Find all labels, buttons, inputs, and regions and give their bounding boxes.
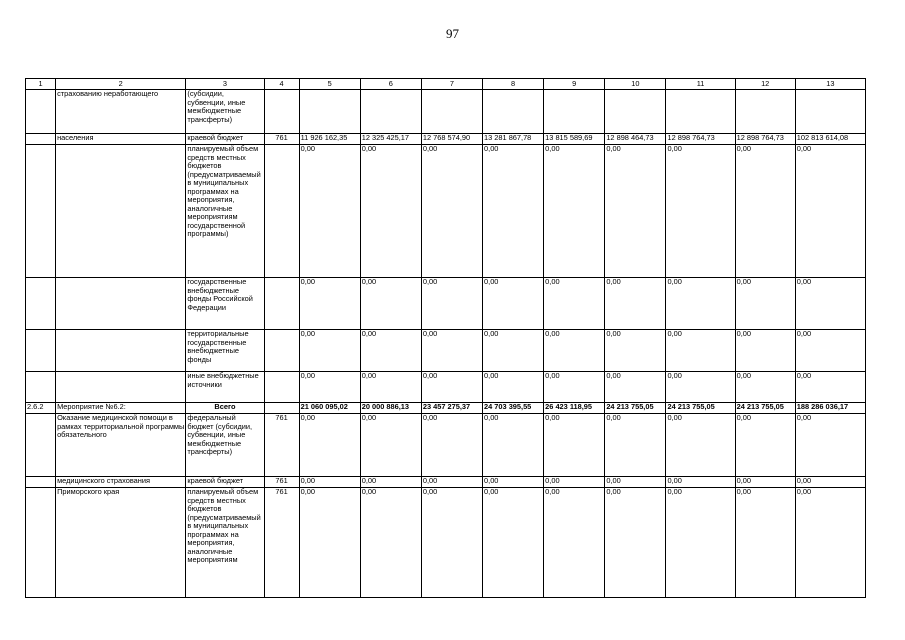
amount-cell: 0,00 [360,145,421,278]
measure-name-cell: Мероприятие №6.2: [56,403,186,414]
amount-cell: 0,00 [299,145,360,278]
funding-source-cell: Всего [186,403,264,414]
amount-cell: 0,00 [421,278,482,330]
amount-cell: 12 898 464,73 [605,134,666,145]
amount-cell: 0,00 [666,278,735,330]
amount-cell: 188 286 036,17 [795,403,865,414]
amount-cell: 0,00 [795,488,865,598]
row-number-cell [26,134,56,145]
amount-cell: 0,00 [666,414,735,477]
amount-cell: 0,00 [299,414,360,477]
measure-name-cell: медицинского страхования [56,477,186,488]
amount-cell: 0,00 [666,488,735,598]
amount-cell: 0,00 [795,145,865,278]
amount-cell: 0,00 [605,477,666,488]
column-header: 7 [421,79,482,90]
amount-cell: 0,00 [544,414,605,477]
amount-cell: 0,00 [544,145,605,278]
measure-name-cell [56,145,186,278]
amount-cell: 0,00 [735,488,795,598]
funding-source-cell: иные внебюджетные источники [186,372,264,403]
amount-cell: 0,00 [299,488,360,598]
amount-cell: 0,00 [360,330,421,372]
amount-cell: 0,00 [605,414,666,477]
amount-cell: 0,00 [735,414,795,477]
amount-cell: 0,00 [735,477,795,488]
funding-source-cell: государственные внебюджетные фонды Российской Федерации [186,278,264,330]
amount-cell: 0,00 [795,477,865,488]
column-header: 6 [360,79,421,90]
row-number-cell [26,414,56,477]
amount-cell: 0,00 [735,145,795,278]
table-body [26,79,866,598]
measure-name-cell: населения [56,134,186,145]
amount-cell: 0,00 [360,372,421,403]
amount-cell: 0,00 [605,330,666,372]
amount-cell [605,90,666,134]
funding-source-cell: (субсидии, субвенции, иные межбюджетные трансферты) [186,90,264,134]
amount-cell: 0,00 [735,278,795,330]
table-row [26,477,866,488]
amount-cell: 13 815 589,69 [544,134,605,145]
amount-cell: 0,00 [795,278,865,330]
amount-cell: 0,00 [544,330,605,372]
row-number-cell [26,278,56,330]
row-number-cell [26,330,56,372]
column-header: 3 [186,79,264,90]
amount-cell: 0,00 [544,278,605,330]
amount-cell: 0,00 [483,372,544,403]
funding-source-cell: краевой бюджет [186,134,264,145]
amount-cell: 0,00 [483,145,544,278]
column-header: 10 [605,79,666,90]
measure-name-cell: Приморского края [56,488,186,598]
funding-source-cell: планируемый объем средств местных бюджетов (предусматриваемый в муниципальных программах на мероприятия, аналогичные мероприятиям [186,488,264,598]
amount-cell: 0,00 [299,278,360,330]
column-header: 2 [56,79,186,90]
amount-cell: 0,00 [795,372,865,403]
amount-cell: 0,00 [605,145,666,278]
amount-cell [299,90,360,134]
amount-cell: 0,00 [735,330,795,372]
amount-cell: 0,00 [483,488,544,598]
amount-cell: 24 213 755,05 [735,403,795,414]
amount-cell [360,90,421,134]
amount-cell: 0,00 [666,372,735,403]
row-number-cell: 2.6.2 [26,403,56,414]
column-header: 4 [264,79,299,90]
code-cell [264,403,299,414]
amount-cell: 24 213 755,05 [605,403,666,414]
amount-cell: 12 768 574,90 [421,134,482,145]
code-cell: 761 [264,477,299,488]
table-row [26,403,866,414]
code-cell [264,145,299,278]
amount-cell [735,90,795,134]
amount-cell: 0,00 [421,414,482,477]
amount-cell: 0,00 [735,372,795,403]
column-header: 11 [666,79,735,90]
code-cell [264,278,299,330]
amount-cell: 24 703 395,55 [483,403,544,414]
amount-cell: 0,00 [795,414,865,477]
measure-name-cell: страхованию неработающего [56,90,186,134]
table-header-row [26,79,866,90]
table-row [26,145,866,278]
amount-cell [666,90,735,134]
amount-cell: 12 898 764,73 [735,134,795,145]
table-row [26,90,866,134]
code-cell [264,330,299,372]
budget-table [25,78,866,598]
amount-cell: 0,00 [605,278,666,330]
amount-cell: 0,00 [795,330,865,372]
amount-cell: 12 325 425,17 [360,134,421,145]
column-header: 9 [544,79,605,90]
amount-cell: 0,00 [421,488,482,598]
row-number-cell [26,372,56,403]
amount-cell: 0,00 [360,488,421,598]
amount-cell: 0,00 [299,477,360,488]
amount-cell [795,90,865,134]
amount-cell: 13 281 867,78 [483,134,544,145]
amount-cell: 0,00 [421,372,482,403]
amount-cell: 24 213 755,05 [666,403,735,414]
page-number: 97 [446,26,459,41]
column-header: 5 [299,79,360,90]
amount-cell: 0,00 [360,477,421,488]
row-number-cell [26,477,56,488]
amount-cell: 11 926 162,35 [299,134,360,145]
column-header: 12 [735,79,795,90]
amount-cell: 0,00 [605,372,666,403]
amount-cell: 0,00 [483,278,544,330]
amount-cell: 0,00 [483,330,544,372]
amount-cell: 0,00 [360,278,421,330]
measure-name-cell [56,278,186,330]
table-row [26,330,866,372]
amount-cell: 102 813 614,08 [795,134,865,145]
amount-cell: 0,00 [544,372,605,403]
table-row [26,488,866,598]
amount-cell [421,90,482,134]
table-row [26,134,866,145]
amount-cell: 12 898 764,73 [666,134,735,145]
column-header: 8 [483,79,544,90]
amount-cell: 23 457 275,37 [421,403,482,414]
measure-name-cell [56,330,186,372]
amount-cell: 26 423 118,95 [544,403,605,414]
measure-name-cell [56,372,186,403]
amount-cell: 0,00 [544,488,605,598]
amount-cell: 0,00 [605,488,666,598]
amount-cell: 0,00 [666,330,735,372]
amount-cell: 0,00 [421,477,482,488]
measure-name-cell: Оказание медицинской помощи в рамках территориальной программы обязательного [56,414,186,477]
funding-source-cell: федеральный бюджет (субсидии, субвенции, иные межбюджетные трансферты) [186,414,264,477]
row-number-cell [26,90,56,134]
column-header: 13 [795,79,865,90]
amount-cell: 21 060 095,02 [299,403,360,414]
table-row [26,414,866,477]
funding-source-cell: территориальные государственные внебюджетные фонды [186,330,264,372]
column-header: 1 [26,79,56,90]
amount-cell: 0,00 [666,477,735,488]
amount-cell: 0,00 [299,330,360,372]
row-number-cell [26,488,56,598]
table-row [26,372,866,403]
amount-cell [544,90,605,134]
table-row [26,278,866,330]
code-cell: 761 [264,134,299,145]
amount-cell: 0,00 [483,477,544,488]
amount-cell: 0,00 [421,145,482,278]
amount-cell [483,90,544,134]
amount-cell: 0,00 [299,372,360,403]
row-number-cell [26,145,56,278]
amount-cell: 0,00 [360,414,421,477]
code-cell: 761 [264,488,299,598]
amount-cell: 0,00 [483,414,544,477]
funding-source-cell: планируемый объем средств местных бюджетов (предусматриваемый в муниципальных программах на мероприятия, аналогичные мероприятиям государственной программы) [186,145,264,278]
code-cell [264,372,299,403]
amount-cell: 0,00 [666,145,735,278]
code-cell [264,90,299,134]
code-cell: 761 [264,414,299,477]
amount-cell: 0,00 [421,330,482,372]
amount-cell: 0,00 [544,477,605,488]
funding-source-cell: краевой бюджет [186,477,264,488]
amount-cell: 20 000 886,13 [360,403,421,414]
